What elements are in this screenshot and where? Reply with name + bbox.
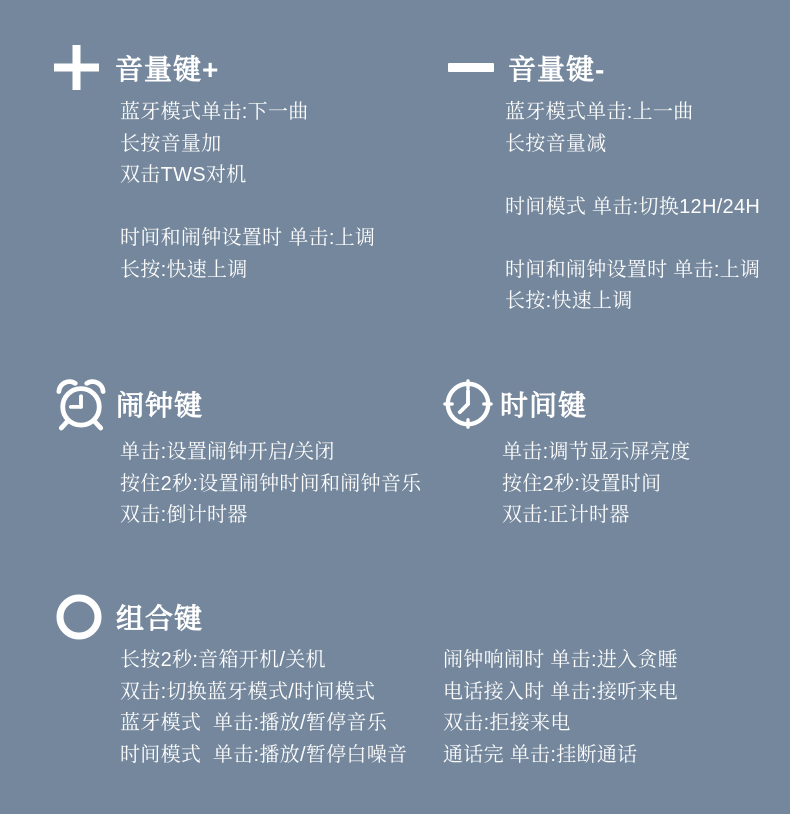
minus-icon <box>448 45 494 90</box>
section-body-combo-key-right <box>443 645 678 771</box>
circle-icon <box>56 594 102 640</box>
instruction-line: 蓝牙模式单击:上一曲 <box>505 101 694 123</box>
instruction-line: 通话完 单击:挂断通话 <box>443 743 638 766</box>
section-title-combo-key: 组合键 <box>116 603 204 634</box>
section-header-alarm-key <box>56 376 203 432</box>
instruction-line <box>505 223 760 255</box>
instruction-line: 电话接入时 单击:接听来电 <box>443 680 679 703</box>
section-body-volume-down <box>505 97 760 318</box>
instruction-line: 蓝牙模式 单击:播放/暂停音乐 <box>120 712 388 734</box>
section-title-volume-down: 音量键- <box>508 53 606 85</box>
instruction-line: 闹钟响闹时 单击:进入贪睡 <box>443 649 679 671</box>
instruction-line: 单击:设置闹钟开启/关闭 <box>120 441 335 463</box>
section-body-time-key <box>502 437 691 532</box>
section-title-volume-up: 音量键+ <box>115 53 220 85</box>
instruction-line: 双击TWS对机 <box>120 164 247 186</box>
instruction-line: 长按:快速上调 <box>505 290 633 312</box>
section-header-time-key <box>443 378 587 430</box>
section-body-alarm-key <box>120 437 421 532</box>
section-body-volume-up <box>120 97 375 286</box>
instruction-line: 时间和闹钟设置时 单击:上调 <box>120 227 376 249</box>
instruction-line: 长按2秒:音箱开机/关机 <box>120 649 326 671</box>
instruction-line: 按住2秒:设置时间 <box>502 472 662 495</box>
instruction-line: 长按音量加 <box>120 132 222 155</box>
instruction-line: 按住2秒:设置闹钟时间和闹钟音乐 <box>120 472 422 495</box>
alarm-clock-icon <box>56 376 106 432</box>
instruction-line: 长按:快速上调 <box>120 258 248 281</box>
section-title-time-key: 时间键 <box>500 390 588 421</box>
instruction-line: 蓝牙模式单击:下一曲 <box>120 101 309 123</box>
section-header-volume-down <box>448 45 605 90</box>
instruction-line <box>120 192 375 224</box>
instruction-line: 长按音量减 <box>505 132 607 155</box>
clock-icon <box>443 378 493 430</box>
instruction-line: 单击:调节显示屏亮度 <box>502 441 691 463</box>
instruction-line: 时间模式 单击:播放/暂停白噪音 <box>120 743 408 766</box>
section-header-volume-up <box>54 45 219 90</box>
instruction-line: 双击:倒计时器 <box>120 504 248 526</box>
section-header-combo-key <box>56 594 203 640</box>
instruction-line: 双击:切换蓝牙模式/时间模式 <box>120 680 376 703</box>
instruction-line: 双击:正计时器 <box>502 504 630 526</box>
instruction-line: 时间和闹钟设置时 单击:上调 <box>505 258 761 281</box>
instruction-line: 双击:拒接来电 <box>443 712 571 734</box>
plus-icon <box>54 45 99 90</box>
instruction-line: 时间模式 单击:切换12H/24H <box>505 195 761 218</box>
instruction-line <box>505 160 760 192</box>
section-body-combo-key-left <box>120 645 407 771</box>
section-title-alarm-key: 闹钟键 <box>116 390 204 421</box>
